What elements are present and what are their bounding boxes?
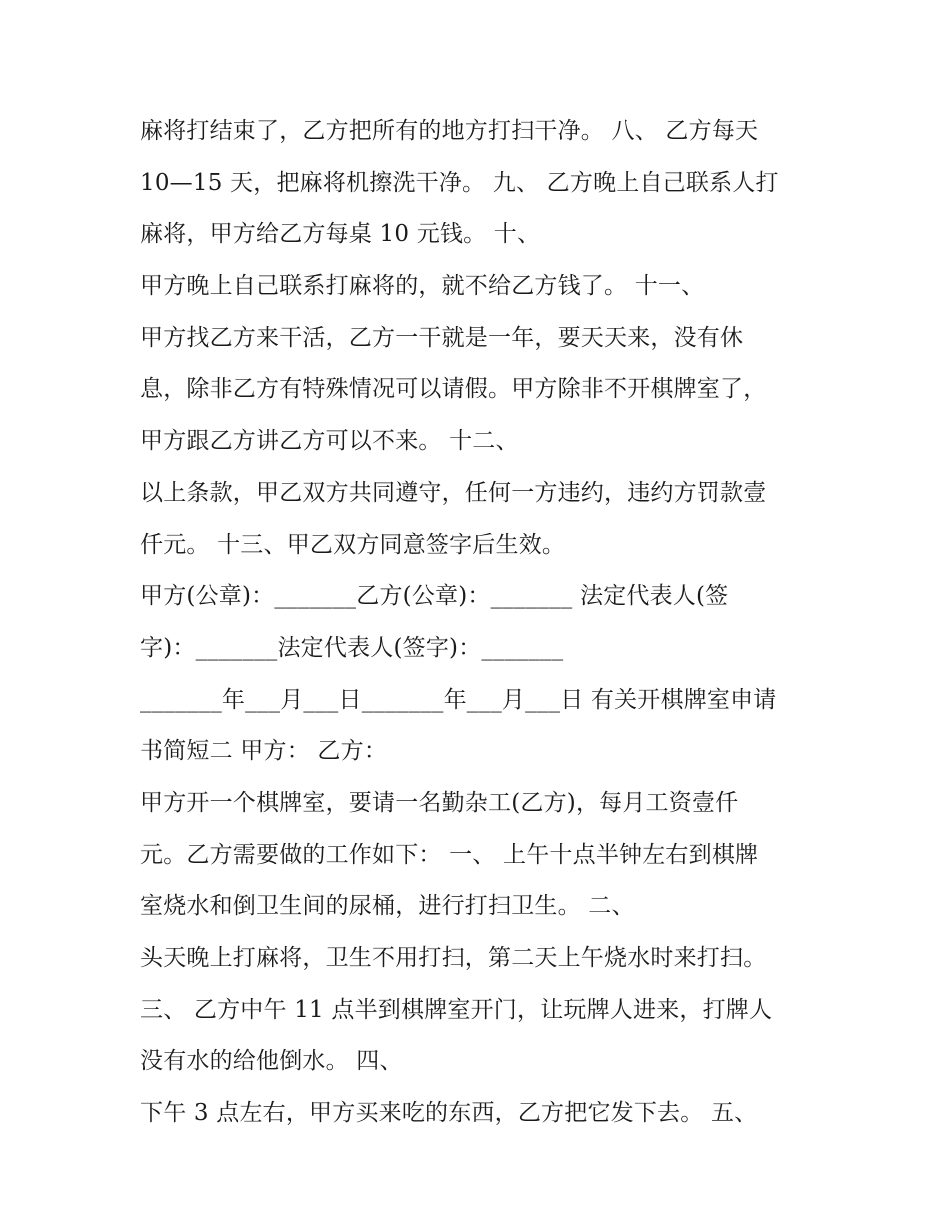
text-line: 室烧水和倒卫生间的尿桶，进行打扫卫生。 二、 — [140, 893, 635, 920]
text-line: 以上条款，甲乙双方共同遵守，任何一方违约，违约方罚款壹 — [140, 479, 767, 506]
text-line: 没有水的给他倒水。 四、 — [140, 1048, 403, 1075]
text-line: 甲方跟乙方讲乙方可以不来。 十二、 — [140, 428, 519, 455]
text-line: 麻将打结束了，乙方把所有的地方打扫干净。 八、 乙方每天 — [140, 118, 759, 144]
text-line: 仟元。 十三、甲乙双方同意签字后生效。 — [140, 531, 566, 558]
signature-line: 甲方(公章)：_______乙方(公章)：_______ 法定代表人(签 — [140, 583, 729, 610]
text-line: 10—15 天，把麻将机擦洗干净。 九、 乙方晚上自己联系人打 — [140, 169, 779, 196]
text-line: 下午 3 点左右，甲方买来吃的东西，乙方把它发下去。 五、 — [140, 1100, 758, 1127]
text-line: 甲方晚上自己联系打麻将的，就不给乙方钱了。 十一、 — [140, 273, 705, 300]
signature-line: 字)：_______法定代表人(签字)：_______ — [140, 634, 564, 661]
section-heading: 书简短二 甲方： 乙方： — [140, 738, 388, 765]
text-line: 甲方找乙方来干活，乙方一干就是一年，要天天来，没有休 — [140, 324, 744, 351]
text-line: 三、 乙方中午 11 点半到棋牌室开门，让玩牌人进来，打牌人 — [140, 996, 773, 1023]
text-line: 息，除非乙方有特殊情况可以请假。甲方除非不开棋牌室了， — [140, 376, 767, 403]
date-line: _______年___月___日_______年___月___日 有关开棋牌室申请 — [140, 686, 777, 713]
text-line: 麻将，甲方给乙方每桌 10 元钱。 十、 — [140, 221, 541, 248]
text-line: 甲方开一个棋牌室，要请一名勤杂工(乙方)，每月工资壹仟 — [140, 789, 739, 816]
text-line: 头天晚上打麻将，卫生不用打扫，第二天上午烧水时来打扫。 — [140, 945, 767, 971]
text-line: 元。乙方需要做的工作如下： 一、 上午十点半钟左右到棋牌 — [140, 841, 759, 868]
document-body — [140, 106, 830, 1140]
